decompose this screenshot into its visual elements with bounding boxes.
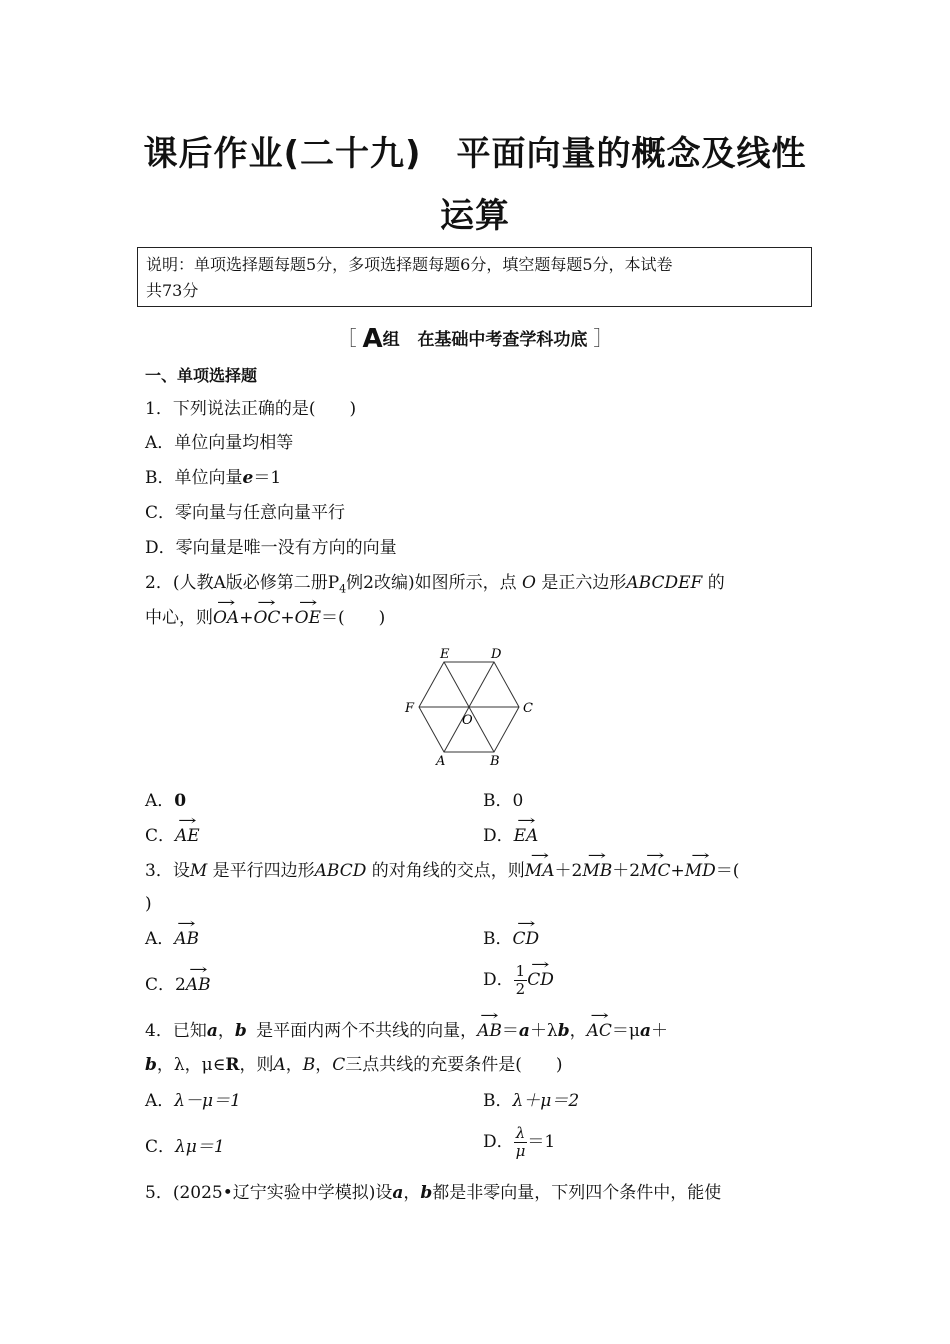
vector-cd-2: CD → (527, 968, 554, 992)
vector-ab: AB → (174, 927, 199, 951)
q4-l2-d: 三点共线的充要条件是( ) (345, 1055, 563, 1075)
q4-l2-a: ，λ，μ∈ (156, 1055, 226, 1075)
q2-l1-hex: ABCDEF (626, 573, 703, 593)
q3-c-label: C．2 (145, 975, 186, 995)
vector-ea: EA → (514, 824, 539, 848)
q2-l1-sub: 4 (339, 582, 347, 596)
note-line2: 共73分 (146, 281, 199, 300)
q4-eq1-b: b (557, 1021, 570, 1041)
q4-eq2: ＝μ (611, 1021, 640, 1041)
q4-eq1: ＝ (501, 1021, 519, 1041)
q4-b-label: B． (483, 1091, 513, 1111)
q3-m: M (189, 861, 208, 881)
q4-comma2: ， (569, 1021, 587, 1041)
q1-b-var: e (242, 468, 254, 488)
q3-d-label: D． (483, 970, 514, 990)
fraction-lambda-mu (514, 1125, 528, 1160)
q3-b: 是平行四边形 (212, 861, 315, 881)
vector-oc: OC → (253, 606, 280, 630)
q2-l1-o: O (522, 573, 536, 593)
q4-l2-b: b (145, 1055, 157, 1075)
q4-eq1-a: a (518, 1021, 530, 1041)
q4-b-value: λ＋μ＝2 (512, 1091, 580, 1111)
group-letter: A (362, 324, 383, 354)
q4-option-c (145, 1135, 225, 1159)
q2-c-label: C． (145, 826, 176, 846)
score-note-box (137, 247, 812, 307)
q4-l2-sep1: ， (285, 1055, 303, 1075)
group-text: 在基础中考查学科功底 (417, 330, 588, 350)
q5-vb: b (420, 1183, 433, 1203)
vector-oe: OE → (295, 606, 321, 630)
vector-cd: CD → (513, 927, 540, 951)
q2-option-b: B．0 (483, 791, 524, 811)
q4-c-value: λμ＝1 (175, 1137, 225, 1157)
q2-d-label: D． (483, 826, 514, 846)
q1-stem: 1．下列说法正确的是( ) (145, 399, 357, 419)
q2-stem-line2: 中心，则OA →+OC →+OE →＝( ) (145, 606, 385, 630)
q3-b-label: B． (483, 929, 513, 949)
q4-option-a (145, 1089, 241, 1113)
q4-a: 4．已知 (145, 1021, 207, 1041)
q2-a-value: 0 (174, 791, 187, 811)
q4-eq2-plus: ＋ (650, 1021, 668, 1041)
label-f: F (405, 701, 415, 716)
q4-d-value: ＝1 (527, 1132, 556, 1152)
frac-den-mu: μ (515, 1142, 526, 1160)
frac-num: 1 (515, 962, 526, 980)
q4-eq1-plus: ＋λ (529, 1021, 558, 1041)
q5-stem-line1 (145, 1181, 721, 1205)
q3-c: 的对角线的交点，则 (371, 861, 525, 881)
q4-eq2-a: a (639, 1021, 651, 1041)
q2-a-label: A． (145, 791, 175, 811)
q1-option-d: D．零向量是唯一没有方向的向量 (145, 538, 397, 558)
q4-option-d (483, 1125, 555, 1160)
frac-num-lambda: λ (514, 1125, 528, 1143)
vector-oa: OA → (213, 606, 239, 630)
q4-l2-pa: A (273, 1055, 286, 1075)
label-o: O (462, 713, 473, 728)
vector-md: MD → (685, 859, 716, 883)
q3-a-label: A． (145, 929, 175, 949)
label-d: D (491, 647, 502, 662)
q4-l2-sep2: ， (315, 1055, 333, 1075)
q4-option-b (483, 1089, 579, 1113)
q3-option-d (483, 963, 554, 998)
label-e: E (440, 647, 450, 662)
q2-l2-a: 中心，则 (145, 608, 213, 628)
group-a-heading (0, 322, 950, 354)
note-line1: 说明：单项选择题每题5分，多项选择题每题6分，填空题每题5分，本试卷 (146, 255, 673, 274)
q5-va: a (392, 1183, 404, 1203)
q2-l2-end: ＝( ) (321, 608, 386, 628)
q2-l1-b: 例2改编)如图所示，点 (346, 573, 517, 593)
q5-comma: ， (403, 1183, 421, 1203)
q4-stem-line2 (145, 1053, 563, 1077)
q4-l2-pb: B (302, 1055, 316, 1075)
q1-option-a: A．单位向量均相等 (145, 433, 294, 453)
q1-b-prefix: B．单位向量 (145, 468, 243, 488)
vector-mb: MB → (582, 859, 612, 883)
q4-a-label: A． (145, 1091, 175, 1111)
vector-mc: MC → (640, 859, 670, 883)
section-single-choice: 一、单项选择题 (145, 366, 258, 385)
hexagon-figure (395, 645, 545, 770)
q3-option-c (145, 973, 211, 997)
q3-stem-line2: ) (145, 894, 152, 914)
q3-option-b (483, 927, 539, 951)
q4-stem-line1 (145, 1019, 668, 1043)
label-b: B (490, 754, 500, 769)
vector-ma: MA → (525, 859, 555, 883)
vector-ab-q4: AB → (477, 1019, 502, 1043)
q3-stem-line1: 3．设M 是平行四边形ABCD 的对角线的交点，则MA →＋2MB →＋2MC →+MD →＝( (145, 859, 739, 883)
page-title-line1: 课后作业(二十九) 平面向量的概念及线性 (143, 134, 807, 174)
q4-comma1: ， (217, 1021, 235, 1041)
q3-plus2b: ＋2 (612, 861, 641, 881)
left-bracket: ［ (336, 326, 357, 350)
group-label: 组 (382, 330, 400, 350)
q5-b: 都是非零向量，下列四个条件中，能使 (432, 1183, 722, 1203)
q1-b-suffix: ＝1 (253, 468, 282, 488)
q3-plus2a: ＋2 (554, 861, 583, 881)
q3-option-a (145, 927, 199, 951)
q4-d-label: D． (483, 1132, 514, 1152)
q2-option-c (145, 824, 200, 848)
q5-a: 5．(2025•辽宁实验中学模拟)设 (145, 1183, 393, 1203)
q1-option-c: C．零向量与任意向量平行 (145, 503, 346, 523)
q4-vb: b (234, 1021, 247, 1041)
q2-l1-a: 2．(人教A版必修第二册P (145, 573, 340, 593)
vector-ae: AE → (175, 824, 200, 848)
q4-l2-c: ，则 (239, 1055, 274, 1075)
q1-option-b (145, 466, 281, 490)
label-c: C (523, 701, 533, 716)
q4-l2-r: R (225, 1055, 240, 1075)
q2-l1-c: 是正六边形 (541, 573, 627, 593)
q4-c-label: C． (145, 1137, 176, 1157)
frac-den: 2 (515, 980, 526, 998)
right-bracket: ］ (593, 326, 614, 350)
q3-a: 3．设 (145, 861, 190, 881)
vector-ac: AC → (587, 1019, 612, 1043)
vector-ab-2: AB → (186, 973, 211, 997)
q4-b: 是平面内两个不共线的向量， (256, 1021, 478, 1041)
page-title-line2: 运算 (440, 196, 510, 236)
q3-abcd: ABCD (314, 861, 367, 881)
label-a: A (436, 754, 446, 769)
q3-end: ＝( (715, 861, 740, 881)
q4-a-value: λ－μ＝1 (174, 1091, 241, 1111)
q2-l1-d: 的 (707, 573, 725, 593)
q4-va: a (206, 1021, 218, 1041)
q4-l2-pc: C (332, 1055, 346, 1075)
